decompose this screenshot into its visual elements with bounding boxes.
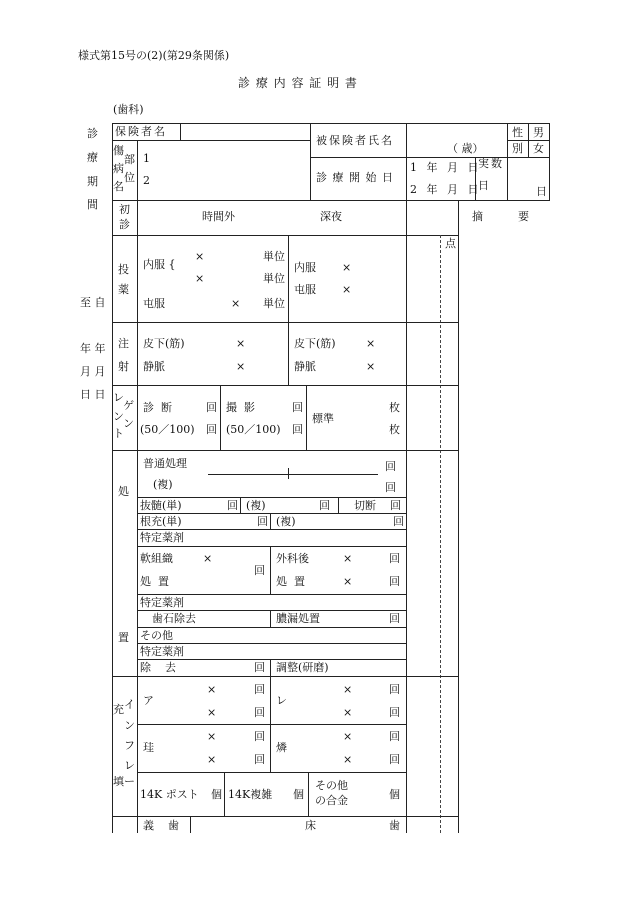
part-label-1: 部 (124, 153, 135, 166)
normal-treatment-label: 普通処理 (143, 457, 187, 470)
chusha-label-1: 注 (118, 337, 129, 350)
xray-label-1: レ (113, 391, 124, 404)
tonpuku-right-label: 屯服 (294, 283, 316, 296)
shochi-x-2: × (343, 552, 353, 565)
tonpuku-label: 屯服 (143, 297, 165, 310)
period-to-from: 至 自 (80, 296, 106, 309)
start-date-1: 1 年 月 日 (410, 161, 482, 174)
intravenous-right-label: 静脈 (294, 360, 316, 373)
chusha-x-4: × (366, 360, 376, 373)
shochi-times-3: 回 (227, 499, 238, 512)
xray-label-3: ト (113, 427, 124, 440)
period-label-4: 間 (87, 198, 98, 211)
toyaku-x-5: × (342, 283, 352, 296)
shoshin-label-1: 初 (119, 203, 130, 216)
scaling-label: 歯石除去 (152, 612, 196, 625)
age-field: （ 歳） (447, 142, 484, 155)
period-day: 日 日 (80, 388, 106, 401)
inlay-x-8: × (343, 753, 353, 766)
period-month: 月 月 (80, 365, 106, 378)
root-filling-single-label: 根充(単) (140, 515, 182, 528)
chusha-x-3: × (366, 337, 376, 350)
inlay-x-5: × (207, 730, 217, 743)
toyaku-unit-3: 単位 (263, 297, 285, 310)
insured-person-name-label: 被保険者氏名 (316, 134, 394, 147)
inlay-x-7: × (343, 730, 353, 743)
filling-label-2: 填 (113, 775, 124, 788)
denture-label: 義 歯 (143, 819, 179, 832)
xray-times-3: 回 (292, 401, 303, 414)
inlay-x-2: × (207, 706, 217, 719)
insurer-name-label: 保険者名 (115, 125, 167, 138)
shochi-times-12: 回 (254, 661, 265, 674)
part-label-2: 位 (124, 171, 135, 184)
sex-label-2: 別 (512, 142, 523, 155)
chusha-label-2: 射 (118, 360, 129, 373)
removal-label: 除 去 (140, 661, 176, 674)
after-hours-label: 時間外 (202, 210, 235, 223)
toyaku-label-2: 薬 (118, 283, 129, 296)
period-label-2: 療 (87, 151, 98, 164)
actual-days-unit-inner: 日 (478, 179, 489, 192)
post-surgery-treatment-label: 処 置 (276, 575, 305, 588)
subcutaneous-label: 皮下(筋) (143, 337, 185, 350)
xray-label-2: ン (113, 410, 124, 423)
specific-drug-label-2: 特定薬剤 (140, 596, 184, 609)
late-night-label: 深夜 (320, 210, 342, 223)
xray-times-4: 回 (292, 423, 303, 436)
chusha-x-2: × (236, 360, 246, 373)
pyorrhea-treatment-label: 膿漏処置 (276, 612, 320, 625)
xray-times-2: 回 (206, 423, 217, 436)
inlay-label-4: レ (124, 759, 135, 772)
inlay-x-6: × (207, 753, 217, 766)
soft-tissue-label: 軟組織 (140, 552, 173, 565)
inlay-label-2: ン (124, 719, 135, 732)
sex-label-1: 性 (512, 126, 523, 139)
remarks-label: 摘 要 (472, 210, 529, 223)
shochi-times-4: 回 (319, 499, 330, 512)
actual-days-label: 実数 (478, 157, 504, 170)
form-number: 様式第15号の(2)(第29条関係) (78, 49, 230, 62)
xray-times-1: 回 (206, 401, 217, 414)
toyaku-unit-2: 単位 (263, 272, 285, 285)
imaging-label: 撮 影 (226, 401, 255, 414)
sex-male: 男 (533, 126, 544, 139)
shochi-times-9: 回 (389, 552, 400, 565)
xray-label-5: ン (123, 417, 134, 430)
specific-drug-label-1: 特定薬剤 (140, 531, 184, 544)
denture-base-label: 床 (305, 819, 316, 832)
points-unit: 点 (445, 237, 456, 250)
inlay-times-8: 回 (389, 753, 400, 766)
piece-unit-1: 個 (211, 788, 222, 801)
start-date-2: 2 年 月 日 (410, 183, 482, 196)
pulpectomy-single-label: 抜髄(単) (140, 499, 182, 512)
intravenous-label: 静脈 (143, 360, 165, 373)
inlay-times-4: 回 (389, 706, 400, 719)
shochi-times-6: 回 (257, 515, 268, 528)
injury-label-3: 名 (113, 180, 124, 193)
shoshin-label-2: 診 (119, 218, 130, 231)
shochi-x-3: × (343, 575, 353, 588)
sheets-unit-2: 枚 (389, 423, 400, 436)
inlay-times-1: 回 (254, 683, 265, 696)
re-label: レ (276, 694, 287, 707)
inlay-x-3: × (343, 683, 353, 696)
filling-label-1: 充 (113, 703, 124, 716)
inlay-x-1: × (207, 683, 217, 696)
other-alloy-label-2: の合金 (315, 794, 348, 807)
toyaku-x-2: × (195, 272, 205, 285)
start-date-label: 診 療 開 始 日 (316, 171, 394, 184)
diagnosis-ratio: (50／100) (140, 423, 195, 436)
period-label-3: 期 (87, 175, 98, 188)
post-surgery-label: 外科後 (276, 552, 309, 565)
shochi-times-8: 回 (254, 564, 265, 577)
toyaku-x-3: × (231, 297, 241, 310)
page-title: 診 療 内 容 証 明 書 (238, 76, 358, 90)
inlay-times-7: 回 (389, 730, 400, 743)
inlay-x-4: × (343, 706, 353, 719)
shochi-times-5: 回 (390, 499, 401, 512)
phosphate-label: 燐 (276, 741, 287, 754)
multiple-label: (複) (153, 478, 173, 491)
a-label: ア (143, 694, 154, 707)
piece-unit-2: 個 (293, 788, 304, 801)
pulpectomy-multiple-label: (複) (246, 499, 266, 512)
inlay-times-5: 回 (254, 730, 265, 743)
actual-days-unit: 日 (536, 185, 547, 198)
shochi-label-top: 処 (118, 485, 129, 498)
specific-drug-label-3: 特定薬剤 (140, 645, 184, 658)
adjustment-label: 調整(研磨) (276, 661, 329, 674)
injury-row-2: 2 (143, 174, 150, 187)
naifuku-right-label: 内服 (294, 261, 316, 274)
other-label: その他 (140, 629, 173, 642)
chusha-x-1: × (236, 337, 246, 350)
shochi-times-7: 回 (393, 515, 404, 528)
other-alloy-label-1: その他 (315, 779, 348, 792)
denture-tooth-label: 歯 (389, 819, 400, 832)
inlay-label-5: ー (124, 775, 135, 788)
sex-female: 女 (533, 142, 544, 155)
inlay-times-3: 回 (389, 683, 400, 696)
post-14k-label: 14K ポスト (140, 788, 199, 801)
toyaku-x-4: × (342, 261, 352, 274)
toyaku-unit-1: 単位 (263, 250, 285, 263)
internal-medicine-brace: 内服 { (143, 258, 176, 271)
xray-label-4: ゲ (123, 399, 134, 412)
amputation-label: 切断 (354, 499, 376, 512)
injury-label-2: 病 (113, 162, 124, 175)
toyaku-label-1: 投 (118, 263, 129, 276)
imaging-ratio: (50／100) (226, 423, 281, 436)
shochi-x-1: × (203, 552, 213, 565)
diagnosis-label: 診 断 (143, 401, 172, 414)
toyaku-x-1: × (195, 250, 205, 263)
injury-label-1: 傷 (113, 144, 124, 157)
standard-label: 標準 (312, 412, 334, 425)
shochi-times-2: 回 (385, 481, 396, 494)
inlay-label-3: フ (124, 739, 135, 752)
inlay-times-6: 回 (254, 753, 265, 766)
period-year: 年 年 (80, 342, 106, 355)
complex-14k-label: 14K複雑 (228, 788, 273, 801)
silicate-label: 珪 (143, 741, 154, 754)
department-label: (歯科) (113, 103, 144, 116)
shochi-times-10: 回 (389, 575, 400, 588)
piece-unit-3: 個 (389, 788, 400, 801)
root-filling-multiple-label: (複) (276, 515, 296, 528)
period-label-1: 診 (87, 127, 98, 140)
shochi-label-bottom: 置 (118, 631, 129, 644)
subcutaneous-right-label: 皮下(筋) (294, 337, 336, 350)
shochi-times-1: 回 (385, 460, 396, 473)
inlay-times-2: 回 (254, 706, 265, 719)
shochi-times-11: 回 (389, 612, 400, 625)
soft-tissue-treatment-label: 処 置 (140, 575, 169, 588)
inlay-label-1: イ (124, 698, 135, 711)
sheets-unit-1: 枚 (389, 401, 400, 414)
injury-row-1: 1 (143, 152, 150, 165)
